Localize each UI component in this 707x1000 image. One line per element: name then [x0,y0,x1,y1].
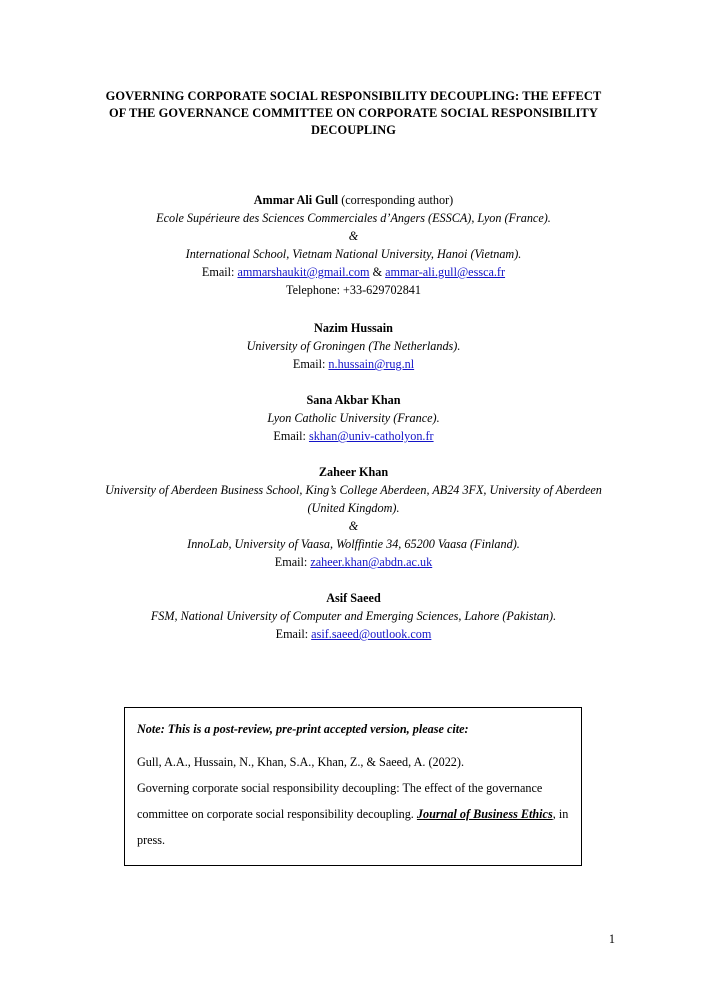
email-link[interactable]: ammarshaukit@gmail.com [237,265,370,279]
email-link-secondary[interactable]: ammar-ali.gull@essca.fr [385,265,506,279]
email-separator: & [369,265,386,279]
author-group [92,319,615,373]
citation-note-body [137,749,569,853]
author-name [92,191,615,209]
author-name: Nazim Hussain [314,321,393,335]
author-email-line [92,625,615,643]
email-link[interactable]: skhan@univ-catholyon.fr [308,429,434,443]
author-telephone: Telephone: +33-629702841 [286,283,421,297]
affiliation-ampersand: & [348,519,359,533]
email-link[interactable]: asif.saeed@outlook.com [311,627,432,641]
author-affiliation-secondary: InnoLab, University of Vaasa, Wolffintie 34, 65200 Vaasa (Finland). [187,537,520,551]
author-name: Zaheer Khan [318,465,389,479]
email-label: Email: [275,627,312,641]
author-name-text: Ammar Ali Gull [253,193,339,207]
email-link[interactable]: n.hussain@rug.nl [328,357,415,371]
affiliation-ampersand: & [348,229,359,243]
citation-journal: Journal of Business Ethics [416,807,553,821]
citation-authors: Gull, A.A., Hussain, N., Khan, S.A., Khan, Z., & Saeed, A. (2022). [137,755,465,769]
citation-title: Governing corporate social responsibility decoupling: The effect of the governance committee on corporate social responsibility decoupling. [137,781,543,821]
page-number: 1 [608,932,615,946]
author-group [92,391,615,445]
email-label: Email: [274,555,311,569]
author-name: Sana Akbar Khan [306,393,401,407]
author-affiliation: Lyon Catholic University (France). [267,411,440,425]
email-label: Email: [273,429,309,443]
author-affiliation: Ecole Supérieure des Sciences Commerciales d’Angers (ESSCA), Lyon (France). [156,211,551,225]
author-group [92,463,615,571]
author-email-line [92,553,615,571]
citation-status: , in press. [137,807,569,847]
author-affiliation: University of Groningen (The Netherlands). [246,339,461,353]
author-affiliation-secondary: International School, Vietnam National University, Hanoi (Vietnam). [185,247,522,261]
citation-note-box [124,707,582,866]
author-email-line [92,355,615,373]
page-title: GOVERNING CORPORATE SOCIAL RESPONSIBILITY DECOUPLING: THE EFFECT OF THE GOVERNANCE COMMITTEE ON CORPORATE SOCIAL RESPONSIBILITY DECOUPLING [105,89,602,137]
author-email-line [92,427,615,445]
author-group [92,191,615,299]
author-name: Asif Saeed [326,591,381,605]
email-label: Email: [201,265,238,279]
author-name-suffix: (corresponding author) [338,193,454,207]
citation-note-heading: Note: This is a post-review, pre-print accepted version, please cite: [137,722,469,736]
author-affiliation: University of Aberdeen Business School, King’s College Aberdeen, AB24 3FX, University of Aberdeen (United Kingdom). [105,483,602,515]
authors-block [92,191,615,643]
email-link[interactable]: zaheer.khan@abdn.ac.uk [310,555,433,569]
author-group [92,589,615,643]
email-label: Email: [292,357,329,371]
author-email-line [92,263,615,281]
author-affiliation: FSM, National University of Computer and Emerging Sciences, Lahore (Pakistan). [150,609,557,623]
